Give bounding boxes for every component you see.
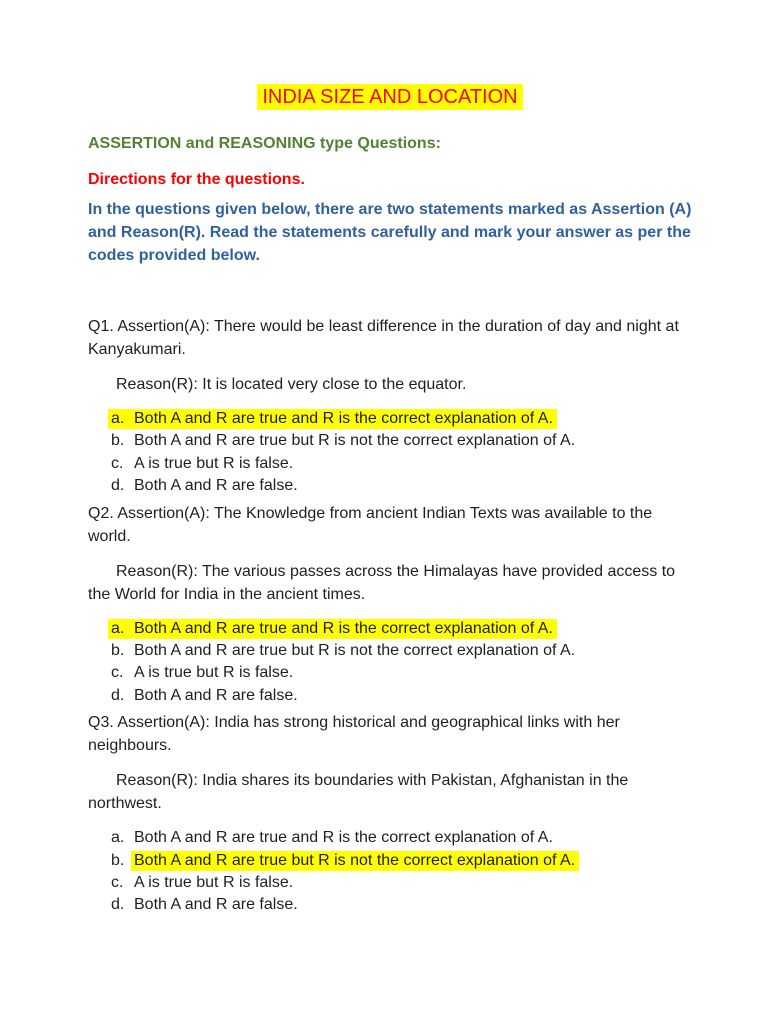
directions-body: In the questions given below, there are two statements marked as Assertion (A) and Reason(R). Read the statements carefully and mark your answer as per the codes provided below.	[88, 201, 692, 264]
q2-option-d-text: Both A and R are false.	[134, 686, 298, 704]
q3-option-c	[111, 872, 692, 894]
q2-option-c-line	[111, 664, 293, 681]
q2-option-a-line	[108, 619, 557, 639]
q3-option-a-line	[111, 829, 553, 846]
q1-option-d-line	[111, 477, 298, 494]
q3-option-d	[111, 894, 692, 916]
q1-option-c-text: A is true but R is false.	[134, 454, 294, 472]
title-highlight: INDIA SIZE AND LOCATION	[257, 84, 522, 110]
q3-option-a-marker: a.	[111, 829, 125, 847]
q2-option-b-marker: b.	[111, 642, 125, 660]
q3-reason-text: Reason(R): India shares its boundaries with Pakistan, Afghanistan in the northwest.	[88, 772, 629, 813]
q2-option-b	[111, 640, 692, 662]
q1-option-b-line	[111, 432, 575, 449]
q3-option-b	[111, 850, 692, 872]
q2-option-a-text: Both A and R are true and R is the correct explanation of A.	[134, 619, 553, 637]
q2-option-a-marker: a.	[111, 619, 125, 637]
q3-option-b-text: Both A and R are true but R is not the correct explanation of A.	[131, 851, 579, 871]
q3-option-c-line	[111, 874, 293, 891]
q3-assertion-text: Q3. Assertion(A): India has strong historical and geographical links with her neighbours.	[88, 714, 620, 755]
section-heading: ASSERTION and REASONING type Questions:	[88, 135, 441, 152]
q1-option-d-marker: d.	[111, 477, 125, 495]
q2-option-c	[111, 662, 692, 684]
q3-option-a-text: Both A and R are true and R is the correct explanation of A.	[134, 829, 553, 847]
q2-options-list	[111, 618, 692, 708]
q2-option-d-line	[111, 687, 298, 704]
q2-option-c-text: A is true but R is false.	[134, 664, 294, 682]
q1-option-a-line	[108, 409, 557, 429]
q2-option-b-line	[111, 642, 575, 659]
q1-assertion-text: Q1. Assertion(A): There would be least difference in the duration of day and night at Kanyakumari.	[88, 318, 679, 358]
q1-option-c-line	[111, 455, 293, 472]
question-block-q3	[88, 711, 692, 917]
q3-option-b-line	[111, 852, 579, 869]
page-title	[88, 84, 692, 110]
q3-option-d-marker: d.	[111, 896, 125, 914]
q1-option-a-text: Both A and R are true and R is the correct explanation of A.	[134, 410, 553, 427]
q1-option-c-marker: c.	[111, 454, 124, 472]
q1-option-d	[111, 475, 692, 497]
q3-option-d-line	[111, 896, 298, 913]
q2-assertion-text: Q2. Assertion(A): The Knowledge from ancient Indian Texts was available to the world.	[88, 504, 653, 545]
q3-option-c-marker: c.	[111, 874, 124, 892]
q1-option-d-text: Both A and R are false.	[134, 477, 298, 495]
q3-option-a	[111, 827, 692, 849]
q2-option-b-text: Both A and R are true but R is not the correct explanation of A.	[134, 642, 576, 660]
q2-option-d	[111, 685, 692, 707]
q2-option-d-marker: d.	[111, 686, 125, 704]
directions-heading: Directions for the questions.	[88, 171, 305, 188]
q2-reason-text: Reason(R): The various passes across the Himalayas have provided access to the World for India in the ancient times.	[88, 562, 676, 603]
q1-options-list	[111, 408, 692, 498]
q1-option-c	[111, 453, 692, 475]
q1-option-a-marker: a.	[111, 410, 125, 427]
question-block-q1	[88, 315, 692, 498]
q1-option-b-marker: b.	[111, 432, 125, 450]
question-block-q2	[88, 502, 692, 708]
q3-options-list	[111, 827, 692, 917]
q3-option-b-marker: b.	[111, 851, 125, 869]
q2-option-a	[111, 618, 692, 640]
q1-reason-text: Reason(R): It is located very close to the equator.	[116, 376, 467, 393]
q3-option-d-text: Both A and R are false.	[134, 896, 298, 914]
q1-option-a	[111, 408, 692, 430]
q1-option-b-text: Both A and R are true but R is not the correct explanation of A.	[134, 432, 576, 450]
q1-option-b	[111, 430, 692, 452]
q2-option-c-marker: c.	[111, 664, 124, 682]
q3-option-c-text: A is true but R is false.	[134, 874, 294, 892]
